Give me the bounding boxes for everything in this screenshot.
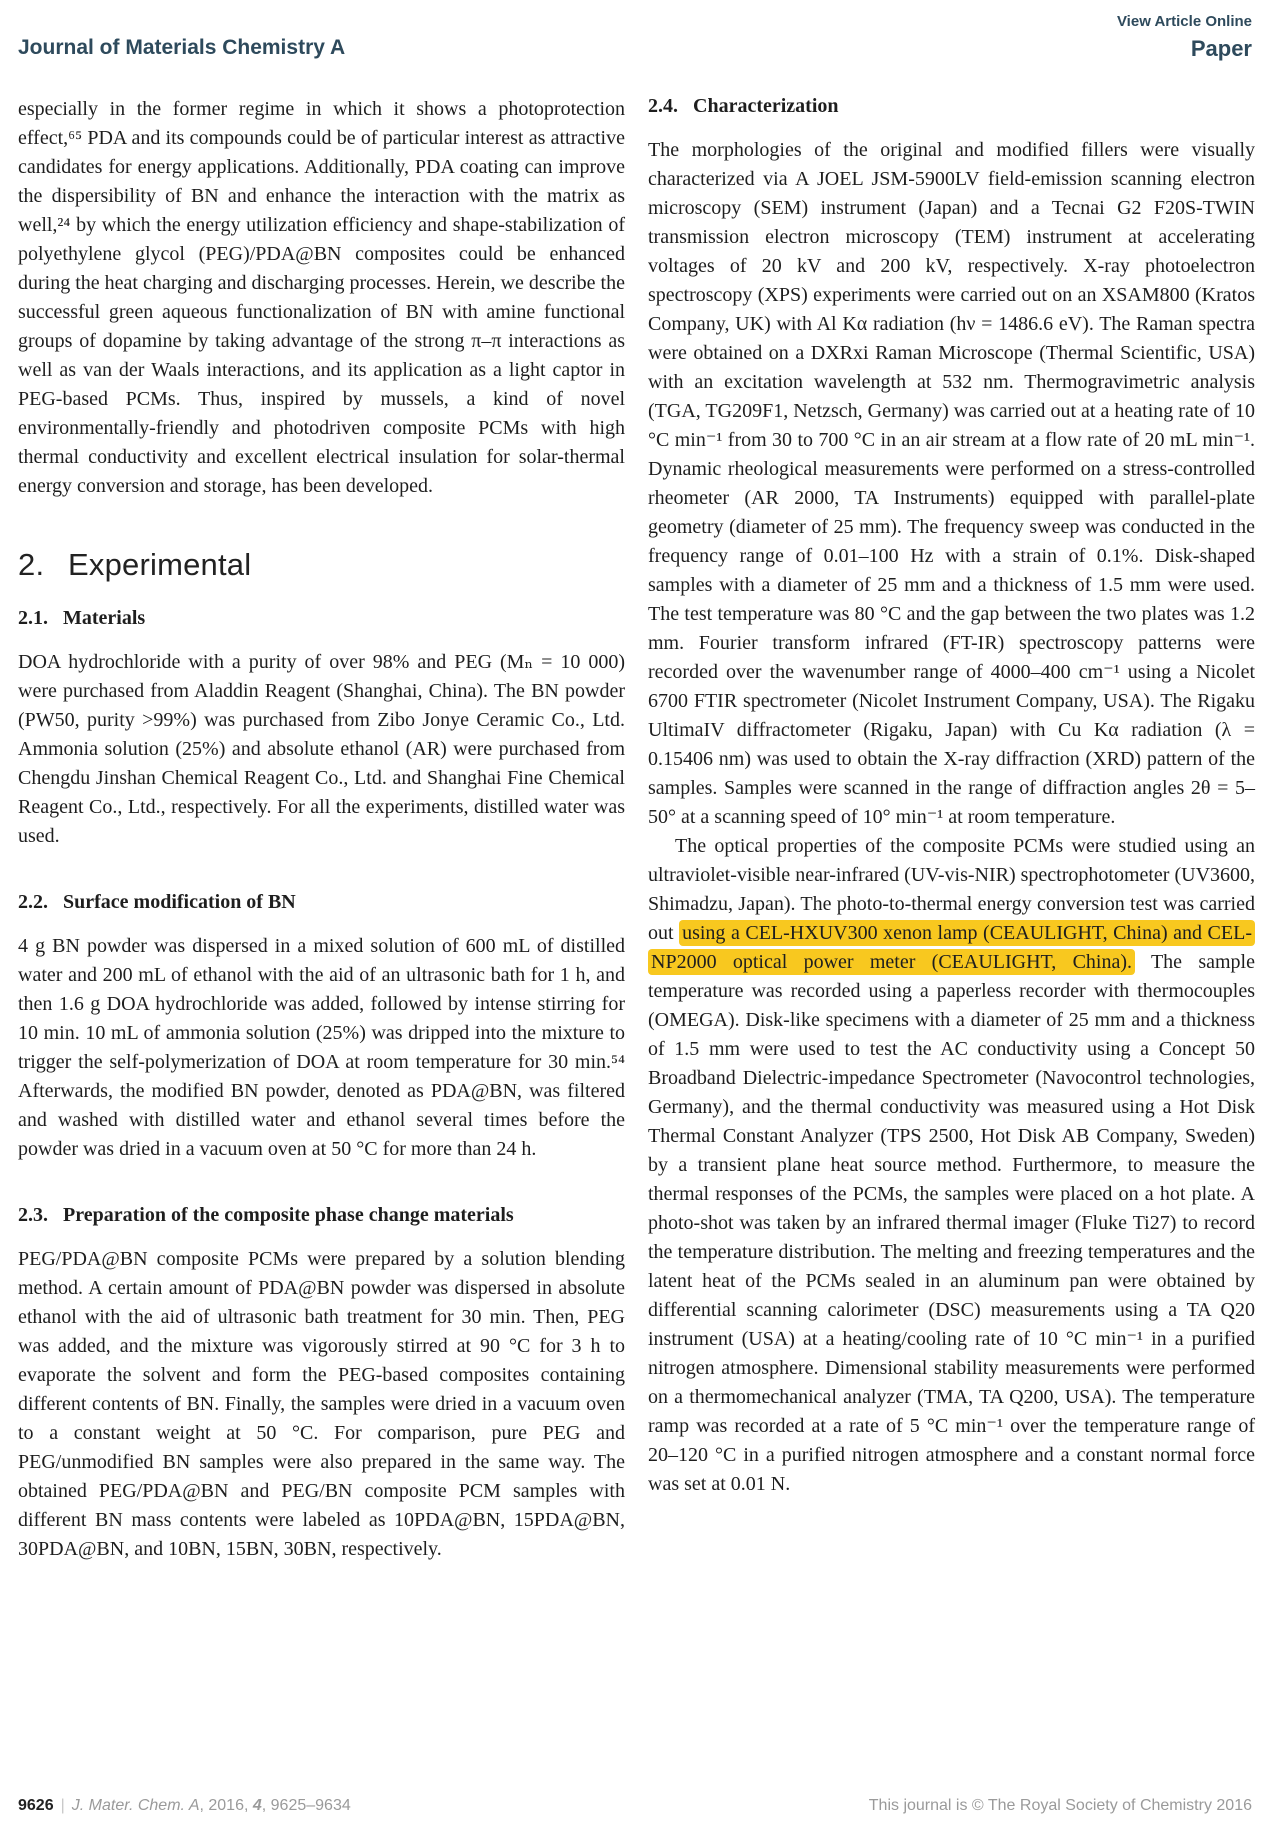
intro-paragraph: especially in the former regime in which it shows a photoprotection effect,⁶⁵ PDA and its compounds could be of particular interest as attractive candidates for energy applications. Additionally, PDA coating can improve the dispersibility of BN and enhance the interaction with the matrix as well,²⁴ by which the energy utilization efficiency and shape-stabilization of polyethylene glycol (PEG)/PDA@BN composites could be enhanced during the heat charging and discharging processes. Herein, we describe the successful green aqueous functionalization of BN with amine functional groups of dopamine by taking advantage of the strong π–π interactions as well as van der Waals interactions, and its application as a light captor in PEG-based PCMs. Thus, inspired by mussels, a kind of novel environmentally-friendly and photodriven composite PCMs with high thermal conductivity and excellent electrical insulation for solar-thermal energy conversion and storage, has been developed.: [18, 98, 625, 497]
optical-text-after-highlight: The sample temperature was recorded using a paperless recorder with thermocouples (OMEGA). Disk-like specimens with a diameter of 25 mm and a thickness of 1.5 mm were used to test the AC conductivity using a Concept 50 Broadband Dielectric-impedance Spectrometer (Navocontrol technologies, Germany), and the thermal conductivity was measured using a Hot Disk Thermal Constant Analyzer (TPS 2500, Hot Disk AB Company, Sweden) by a transient plane heat source method. Furthermore, to measure the thermal responses of the PCMs, the samples were placed on a hot plate. A photo-shot was taken by an infrared thermal imager (Fluke Ti27) to record the temperature distribution. The melting and freezing temperatures and the latent heat of the PCMs sealed in an aluminum pan were obtained by differential scanning calorimeter (DSC) measurements using a TA Q20 instrument (USA) at a heating/cooling rate of 10 °C min⁻¹ in a purified nitrogen atmosphere. Dimensional stability measurements were performed on a thermomechanical analyzer (TMA, TA Q200, USA). The temperature ramp was recorded at a rate of 5 °C min⁻¹ over the temperature range of 20–120 °C in a purified nitrogen atmosphere and a constant normal force was set at 0.01 N.: [648, 951, 1255, 1495]
subsection-surface-modification-title: Surface modification of BN: [63, 891, 296, 913]
footer-citation-pages: , 9625–9634: [261, 1797, 351, 1814]
footer-page-number: 9626: [18, 1797, 54, 1814]
journal-title: Journal of Materials Chemistry A: [18, 36, 346, 59]
article-type-label: Paper: [1190, 36, 1252, 61]
section-experimental-title: Experimental: [68, 547, 252, 582]
subsection-surface-modification-heading: [18, 891, 625, 914]
footer-copyright: This journal is © The Royal Society of Chemistry 2016: [868, 1797, 1252, 1814]
left-column: [18, 95, 625, 1564]
section-experimental-number: 2.: [18, 547, 45, 582]
subsection-characterization-title: Characterization: [693, 95, 839, 117]
footer-journal-abbrev: J. Mater. Chem. A: [71, 1797, 200, 1814]
surface-modification-paragraph: 4 g BN powder was dispersed in a mixed solution of 600 mL of distilled water and 200 mL of ethanol with the aid of an ultrasonic bath for 1 h, and then 1.6 g DOA hydrochloride was added, followed by intense stirring for 10 min. 10 mL of ammonia solution (25%) was dripped into the mixture to trigger the self-polymerization of DOA at room temperature for 30 min.⁵⁴ Afterwards, the modified BN powder, denoted as PDA@BN, was filtered and washed with distilled water and ethanol several times before the powder was dried in a vacuum oven at 50 °C for more than 24 h.: [18, 935, 625, 1160]
view-article-online-link[interactable]: View Article Online: [1116, 13, 1252, 30]
subsection-materials-heading: [18, 607, 625, 630]
footer-citation-year: , 2016,: [199, 1797, 253, 1814]
subsection-characterization-heading: [648, 95, 1255, 118]
optical-properties-paragraph: [648, 832, 1255, 1499]
characterization-paragraph: The morphologies of the original and modified fillers were visually characterized via A JOEL JSM-5900LV field-emission scanning electron microscopy (SEM) instrument (Japan) and a Tecnai G2 F20S-TWIN transmission electron microscopy (TEM) instrument at accelerating voltages of 20 kV and 200 kV, respectively. X-ray photoelectron spectroscopy (XPS) experiments were carried out on an XSAM800 (Kratos Company, UK) with Al Kα radiation (hν = 1486.6 eV). The Raman spectra were obtained on a DXRxi Raman Microscope (Thermal Scientific, USA) with an excitation wavelength at 532 nm. Thermogravimetric analysis (TGA, TG209F1, Netzsch, Germany) was carried out at a heating rate of 10 °C min⁻¹ from 30 to 700 °C in an air stream at a flow rate of 20 mL min⁻¹. Dynamic rheological measurements were performed on a stress-controlled rheometer (AR 2000, TA Instruments) equipped with parallel-plate geometry (diameter of 25 mm). The frequency sweep was conducted in the frequency range of 0.01–100 Hz with a strain of 0.1%. Disk-shaped samples with a diameter of 25 mm and a thickness of 1.5 mm were used. The test temperature was 80 °C and the gap between the two plates was 1.2 mm. Fourier transform infrared (FT-IR) spectroscopy patterns were recorded over the wavenumber range of 4000–400 cm⁻¹ using a Nicolet 6700 FTIR spectrometer (Nicolet Instrument Company, USA). The Rigaku UltimaIV diffractometer (Rigaku, Japan) with Cu Kα radiation (λ = 0.15406 nm) was used to obtain the X-ray diffraction (XRD) pattern of the samples. Samples were scanned in the range of diffraction angles 2θ = 5–50° at a scanning speed of 10° min⁻¹ at room temperature.: [648, 139, 1255, 828]
footer-citation-volume: 4: [252, 1797, 262, 1814]
right-column: [648, 95, 1255, 1499]
subsection-materials-number: 2.1.: [18, 607, 48, 629]
section-experimental-heading: [18, 547, 625, 583]
footer-citation: [18, 1797, 351, 1815]
subsection-characterization-number: 2.4.: [648, 95, 678, 117]
optical-text-before-highlight: The optical properties of the composite PCMs were studied using an ultraviolet-visible near-infrared (UV-vis-NIR) spectrophotometer (UV3600, Shimadzu, Japan). The photo-to-thermal energy conversion test was carried out: [648, 835, 1256, 944]
subsection-surface-modification-number: 2.2.: [18, 891, 48, 913]
materials-paragraph: DOA hydrochloride with a purity of over 98% and PEG (Mₙ = 10 000) were purchased from Aladdin Reagent (Shanghai, China). The BN powder (PW50, purity >99%) was purchased from Zibo Jonye Ceramic Co., Ltd. Ammonia solution (25%) and absolute ethanol (AR) were purchased from Chengdu Jinshan Chemical Reagent Co., Ltd. and Shanghai Fine Chemical Reagent Co., Ltd., respectively. For all the experiments, distilled water was used.: [18, 651, 625, 847]
yellow-highlight-annotation: using a CEL-HXUV300 xenon lamp (CEAULIGHT, China) and CEL-NP2000 optical power meter (CEAULIGHT, China).: [648, 920, 1255, 975]
subsection-preparation-title: Preparation of the composite phase change materials: [63, 1204, 514, 1226]
footer-separator: |: [60, 1797, 65, 1814]
subsection-preparation-number: 2.3.: [18, 1204, 48, 1226]
preparation-paragraph: PEG/PDA@BN composite PCMs were prepared by a solution blending method. A certain amount of PDA@BN powder was dispersed in absolute ethanol with the aid of ultrasonic bath treatment for 30 min. Then, PEG was added, and the mixture was vigorously stirred at 90 °C for 3 h to evaporate the solvent and form the PEG-based composites containing different contents of BN. Finally, the samples were dried in a vacuum oven to a constant weight at 50 °C. For comparison, pure PEG and PEG/unmodified BN samples were also prepared in the same way. The obtained PEG/PDA@BN and PEG/BN composite PCM samples with different BN mass contents were labeled as 10PDA@BN, 15PDA@BN, 30PDA@BN, and 10BN, 15BN, 30BN, respectively.: [18, 1248, 625, 1560]
subsection-materials-title: Materials: [63, 607, 146, 629]
subsection-preparation-heading: [18, 1204, 625, 1227]
